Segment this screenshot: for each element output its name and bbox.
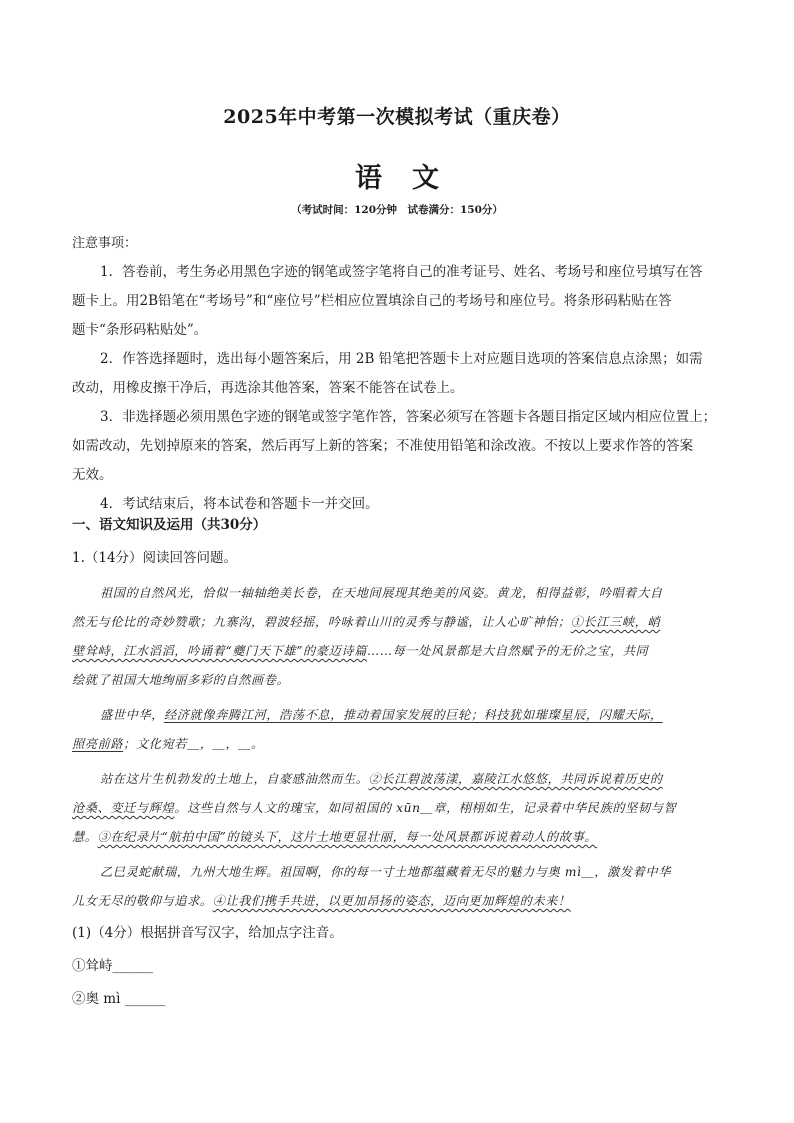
- underlined-sentence-cont: 照亮前路: [72, 737, 124, 751]
- notice-heading: 注意事项：: [72, 236, 138, 251]
- passage-text: 慧。: [72, 830, 98, 844]
- notice-item-2-line-2: 改动，用橡皮擦干净后，再选涂其他答案，答案不能答在试卷上。: [72, 380, 464, 396]
- question-1-stem: 1.（14分）阅读回答问题。: [72, 550, 238, 566]
- notice-item-3-line-3: 无效。: [72, 467, 113, 483]
- passage-p1-line-3: [72, 637, 740, 666]
- marked-sentence-3: ③在纪录片“航拍中国”的镜头下，这片土地更显壮丽，每一处风景都诉说着动人的故事。: [97, 830, 598, 844]
- passage-text: 然无与伦比的奇妙赞歌；九寨沟，碧波轻摇，吟咏着山川的灵秀与静谧，让人心旷神怡；: [72, 615, 571, 629]
- subject-title: 语文: [355, 163, 469, 194]
- passage-p1-line-1: 祖国的自然风光，恰似一轴轴绝美长卷，在天地间展现其绝美的风姿。黄龙，相得益彰，吟唱着大自: [100, 586, 663, 600]
- marked-sentence-1: ①长江三峡，峭: [570, 615, 661, 629]
- passage-text: 站在这片生机勃发的土地上，自豪感油然而生。: [100, 772, 369, 786]
- passage-p2-line-1: [72, 701, 740, 730]
- passage-p4-line-2: [72, 887, 740, 916]
- notice-item-1-line-1: 1．答卷前，考生务必用黑色字迹的钢笔或签字笔将自己的准考证号、姓名、考场号和座位号填写在答: [100, 264, 703, 280]
- exam-info: （考试时间：120分钟 试卷满分：150分）: [291, 204, 503, 216]
- marked-sentence-2-cont: 沧桑、变迁与辉煌: [72, 801, 175, 815]
- underlined-sentence: 经济就像奔腾江河，浩荡不息，推动着国家发展的巨轮；科技犹如璀璨星辰，闪耀天际，: [163, 708, 663, 722]
- section-heading: 一、语文知识及运用（共30分）: [72, 517, 267, 533]
- passage-p1-line-4: 绘就了祖国大地绚丽多彩的自然画卷。: [72, 673, 290, 687]
- subquestion-item-1: ①耸峙______: [72, 958, 153, 974]
- subquestion-item-2: ②奥 mì ______: [72, 991, 166, 1007]
- passage-text: ……每一处风景都是大自然赋予的无价之宝，共同: [367, 644, 649, 658]
- notice-item-2-line-1: 2．作答选择题时，选出每小题答案后，用 2B 铅笔把答题卡上对应题目选项的答案信息点涂黑；如需: [100, 351, 703, 367]
- passage-p2-line-2: [72, 730, 740, 759]
- fill-in-blank: ；文化宛若＿，＿，＿。: [123, 737, 264, 751]
- subquestion-stem: (1)（4分）根据拼音写汉字，给加点字注音。: [72, 925, 343, 941]
- document-body: [72, 229, 740, 1014]
- marked-sentence-1-cont: 壁耸峙，江水滔滔，吟诵着“夔门天下雄”的豪迈诗篇: [72, 644, 367, 658]
- passage-p3-line-3: [72, 823, 740, 852]
- notice-item-3-line-2: 如需改动，先划掉原来的答案，然后再写上新的答案；不准使用铅笔和涂改液。不按以上要求作答的答案: [72, 438, 693, 454]
- exam-title: 2025年中考第一次模拟考试（重庆卷）: [223, 106, 571, 128]
- notice-item-4: 4．考试结束后，将本试卷和答题卡一并交回。: [100, 496, 379, 512]
- marked-sentence-2: ②长江碧波荡漾，嘉陵江水悠悠，共同诉说着历史的: [368, 772, 663, 786]
- passage-text: 。这些自然与人文的瑰宝，如同祖国的 xūn＿章，栩栩如生，记录着中华民族的坚韧与智: [174, 801, 677, 815]
- passage-p1-line-2: [72, 608, 740, 637]
- passage-p3-line-1: [72, 765, 740, 794]
- notice-item-1-line-2: 题卡上。用2B铅笔在“考场号”和“座位号”栏相应位置填涂自己的考场号和座位号。将条形码粘贴在答: [72, 293, 672, 309]
- marked-sentence-4: ④让我们携手共进，以更加昂扬的姿态，迈向更加辉煌的未来！: [212, 894, 571, 908]
- notice-item-1-line-3: 题卡“条形码粘贴处”。: [72, 322, 208, 338]
- passage-p3-line-2: [72, 794, 740, 823]
- passage-p4-line-1: 乙巳灵蛇献瑞，九州大地生辉。祖国啊，你的每一寸土地都蕴藏着无尽的魅力与奥 mì＿，激发着中华: [100, 865, 671, 879]
- passage-text: 盛世中华，: [100, 708, 164, 722]
- notice-item-3-line-1: 3．非选择题必须用黑色字迹的钢笔或签字笔作答，答案必须写在答题卡各题目指定区域内相应位置上；: [100, 409, 717, 425]
- passage-text: 儿女无尽的敬仰与追求。: [72, 894, 213, 908]
